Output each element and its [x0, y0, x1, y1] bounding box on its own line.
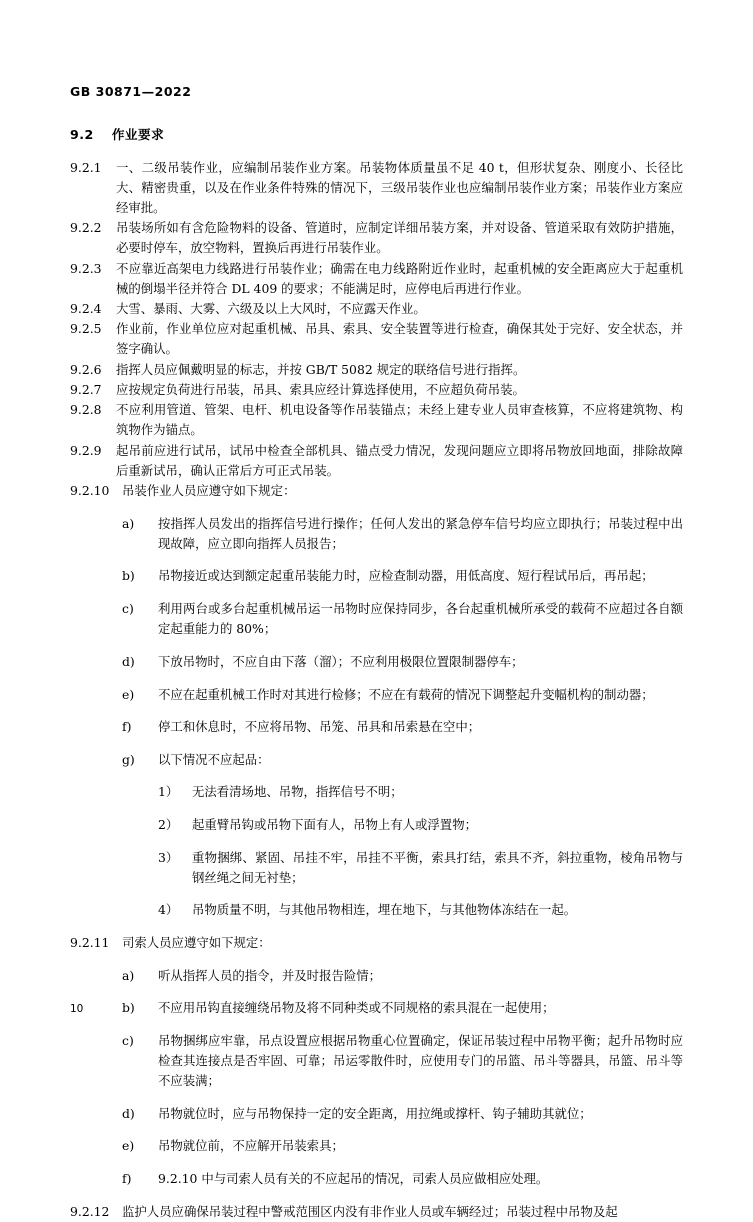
item-text: 不应用吊钩直接缠绕吊物及将不同种类或不同规格的索具混在一起使用；	[158, 1000, 555, 1016]
clause-9-2-10-g-item-2	[70, 815, 683, 835]
clause-text: 不应靠近高架电力线路进行吊装作业；确需在电力线路附近作业时，起重机械的安全距离应大于起重机械的倒塌半径并符合 DL 409 的要求；不能满足时，应停电后再进行作业。	[116, 260, 683, 296]
clause-number: 9.2.3	[70, 260, 102, 276]
item-text: 利用两台或多台起重机械吊运一吊物时应保持同步，各台起重机械所承受的载荷不应超过各自额定起重能力的 80%；	[158, 601, 683, 637]
clause-number: 9.2.6	[70, 361, 102, 377]
item-text: 重物捆绑、紧固、吊挂不牢，吊挂不平衡，索具打结，索具不齐，斜拉重物，棱角吊物与钢丝绳之间无衬垫；	[192, 849, 683, 885]
section-title: 作业要求	[111, 127, 165, 142]
clause-number: 9.2.1	[70, 159, 102, 175]
clause-text: 起吊前应进行试吊，试吊中检查全部机具、锚点受力情况，发现问题应立即将吊物放回地面，排除故障后重新试吊，确认正常后方可正式吊装。	[116, 442, 683, 478]
clause-9-2-10-item-a	[70, 514, 683, 554]
item-text: 停工和休息时，不应将吊物、吊笼、吊具和吊索悬在空中；	[158, 719, 481, 735]
clause-number: 9.2.7	[70, 381, 102, 397]
clause-text: 作业前，作业单位应对起重机械、吊具、索具、安全装置等进行检查，确保其处于完好、安全状态，并签字确认。	[116, 321, 683, 357]
clause-text: 司索人员应遵守如下规定：	[122, 934, 271, 950]
clause-number: 9.2.5	[70, 321, 102, 337]
item-label: f)	[122, 719, 132, 735]
section-number: 9.2	[70, 127, 94, 142]
clause-9-2-10	[70, 481, 683, 501]
clause-text: 监护人员应确保吊装过程中警戒范围区内没有非作业人员或车辆经过；吊装过程中吊物及起	[122, 1203, 618, 1219]
clause-9-2-3	[70, 259, 683, 299]
clause-9-2-10-item-c	[70, 599, 683, 639]
item-text: 吊物就位时，应与吊物保持一定的安全距离，用拉绳或撑杆、钩子辅助其就位；	[158, 1105, 592, 1121]
clause-number: 9.2.10	[70, 483, 110, 499]
clause-9-2-10-item-b	[70, 566, 683, 586]
clause-9-2-12	[70, 1202, 683, 1222]
clause-number: 9.2.11	[70, 934, 110, 950]
clause-9-2-10-g-item-4	[70, 900, 683, 920]
clause-9-2-10-g-item-1	[70, 782, 683, 802]
item-label: g)	[122, 751, 135, 767]
item-text: 下放吊物时，不应自由下落（溜）；不应利用极限位置限制器停车；	[158, 653, 524, 669]
clause-text: 不应利用管道、管架、电杆、机电设备等作吊装锚点；未经上建专业人员审查核算，不应将建筑物、构筑物作为锚点。	[116, 402, 683, 438]
item-text: 以下情况不应起品：	[158, 751, 270, 767]
section-heading	[70, 125, 683, 146]
clause-number: 9.2.4	[70, 301, 102, 317]
clause-number: 9.2.9	[70, 442, 102, 458]
clause-9-2-11-item-f	[70, 1169, 683, 1189]
item-label: e)	[122, 686, 135, 702]
clause-9-2-10-item-d	[70, 652, 683, 672]
clause-9-2-10-item-g	[70, 750, 683, 770]
clause-9-2-5	[70, 319, 683, 359]
page-number: 10	[70, 1003, 84, 1015]
clause-text: 一、二级吊装作业，应编制吊装作业方案。吊装物体质量虽不足 40 t，但形状复杂、刚度小、长径比大、精密贵重，以及在作业条件特殊的情况下，三级吊装作业也应编制吊装作业方案；吊装作业方案应经审批。	[116, 159, 683, 215]
clause-text: 指挥人员应佩戴明显的标志，并按 GB/T 5082 规定的联络信号进行指挥。	[116, 361, 526, 377]
clause-9-2-11-item-b	[70, 998, 683, 1018]
clause-text: 应按规定负荷进行吊装，吊具、索具应经计算选择使用，不应超负荷吊装。	[116, 381, 525, 397]
page-header	[70, 84, 191, 99]
clause-9-2-1	[70, 158, 683, 219]
item-label: 2）	[158, 816, 179, 832]
item-label: a)	[122, 515, 135, 531]
item-label: 3）	[158, 849, 179, 865]
clause-number: 9.2.12	[70, 1203, 110, 1219]
clause-9-2-10-item-f	[70, 717, 683, 737]
clause-9-2-4	[70, 299, 683, 319]
clause-9-2-11	[70, 933, 683, 953]
standard-id: GB 30871—2022	[70, 84, 192, 99]
item-label: c)	[122, 601, 134, 617]
clause-9-2-9	[70, 441, 683, 481]
clause-9-2-2	[70, 218, 683, 258]
clause-9-2-8	[70, 400, 683, 440]
clause-9-2-11-item-e	[70, 1136, 683, 1156]
item-label: e)	[122, 1138, 135, 1154]
item-text: 吊物接近或达到额定起重吊装能力时，应检查制动器，用低高度、短行程试吊后，再吊起；	[158, 568, 654, 584]
item-label: a)	[122, 967, 135, 983]
clause-number: 9.2.2	[70, 220, 102, 236]
item-text: 按指挥人员发出的指挥信号进行操作；任何人发出的紧急停车信号均应立即执行；吊装过程中出现故障，应立即向指挥人员报告；	[158, 515, 683, 551]
clause-9-2-10-item-e	[70, 685, 683, 705]
item-text: 吊物质量不明，与其他吊物相连，埋在地下，与其他物体冻结在一起。	[192, 902, 577, 918]
page-content	[70, 125, 683, 1222]
clause-9-2-11-item-a	[70, 966, 683, 986]
item-text: 不应在起重机械工作时对其进行检修；不应在有载荷的情况下调整起升变幅机构的制动器；	[158, 686, 654, 702]
clause-text: 吊装场所如有含危险物料的设备、管道时，应制定详细吊装方案，并对设备、管道采取有效防护措施，必要时停车，放空物料，置换后再进行吊装作业。	[116, 220, 683, 256]
item-label: f)	[122, 1171, 132, 1187]
item-label: 1）	[158, 784, 179, 800]
clause-9-2-11-item-d	[70, 1104, 683, 1124]
item-label: b)	[122, 568, 135, 584]
clause-9-2-11-item-c	[70, 1031, 683, 1092]
clause-9-2-7	[70, 380, 683, 400]
item-label: c)	[122, 1032, 134, 1048]
item-text: 吊物就位前，不应解开吊装索具；	[158, 1138, 344, 1154]
clause-text: 大雪、暴雨、大雾、六级及以上大风时，不应露天作业。	[116, 301, 426, 317]
item-label: 4）	[158, 902, 179, 918]
item-label: b)	[122, 1000, 135, 1016]
item-label: d)	[122, 653, 135, 669]
clause-number: 9.2.8	[70, 402, 102, 418]
item-text: 9.2.10 中与司索人员有关的不应起吊的情况，司索人员应做相应处理。	[158, 1171, 549, 1187]
item-text: 起重臂吊钩或吊物下面有人，吊物上有人或浮置物；	[192, 816, 477, 832]
item-text: 无法看清场地、吊物，指挥信号不明；	[192, 784, 403, 800]
item-text: 听从指挥人员的指令，并及时报告险情；	[158, 967, 382, 983]
item-text: 吊物捆绑应牢靠，吊点设置应根据吊物重心位置确定，保证吊装过程中吊物平衡；起升吊物时应检查其连接点是否牢固、可靠；吊运零散件时，应使用专门的吊篮、吊斗等器具，吊篮、吊斗等不应装满；	[158, 1032, 683, 1089]
clause-9-2-10-g-item-3	[70, 848, 683, 888]
clause-9-2-6	[70, 360, 683, 380]
item-label: d)	[122, 1105, 135, 1121]
clause-text: 吊装作业人员应遵守如下规定：	[122, 483, 296, 499]
